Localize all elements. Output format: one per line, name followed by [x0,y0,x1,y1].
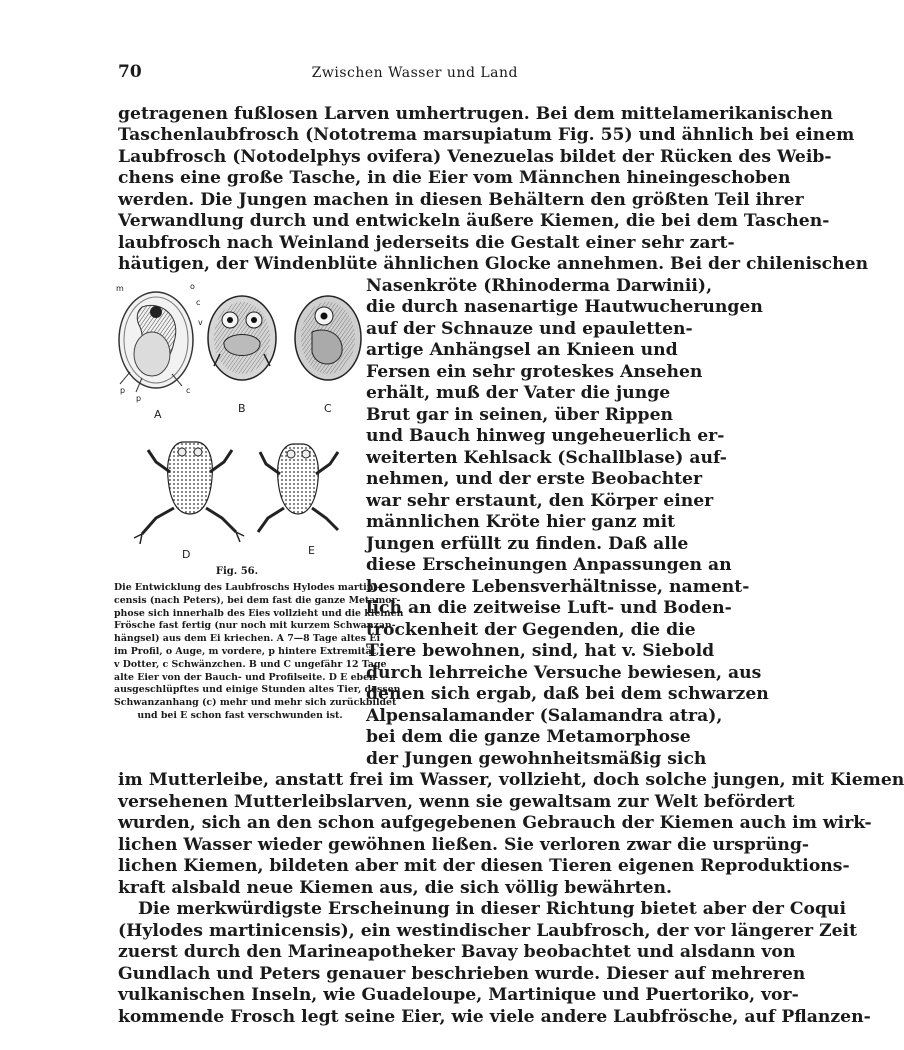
caption-line: im Profil, o Auge, m vordere, p hintere Extremität, [114,645,380,657]
body-line: chens eine große Tasche, in die Eier vom Männchen hineingeschoben [118,168,791,188]
body-line: Verwandlung durch und entwickeln äußere Kiemen, die bei dem Taschen- [118,211,830,231]
body-line: durch lehrreiche Versuche bewiesen, aus [366,663,762,683]
body-line: vulkanischen Inseln, wie Guadeloupe, Martinique und Puertoriko, vor- [118,985,799,1005]
frog-e-illustration [258,444,338,532]
body-line: Alpensalamander (Salamandra atra), [366,706,723,726]
annotation-letter: c [196,298,201,307]
annotation-letter: c [186,386,191,395]
caption-line: Die Entwicklung des Laubfroschs Hylodes martini- [114,582,382,593]
caption-line: Schwanzanhang (c) mehr und mehr sich zurückbildet [114,697,397,709]
frog-d-illustration [134,442,244,544]
body-line: (Hylodes martinicensis), ein westindischer Laubfrosch, der vor längerer Zeit [118,921,858,941]
body-line: Fersen ein sehr groteskes Ansehen [366,362,703,382]
caption-line: v Dotter, c Schwänzchen. B und C ungefähr 12 Tage [114,658,387,670]
body-line: kraft alsbald neue Kiemen aus, die sich völlig bewährten. [118,878,673,898]
figure-panel-label-e: E [308,544,315,557]
caption-line: alte Eier von der Bauch- und Profilseite. D E eben [114,671,376,683]
body-line: denen sich ergab, daß bei dem schwarzen [366,684,769,704]
body-line: kommende Frosch legt seine Eier, wie viele andere Laubfrösche, auf Pflanzen- [118,1007,871,1027]
body-line: Die merkwürdigste Erscheinung in dieser Richtung bietet aber der Coqui [138,899,847,919]
annotation-letter: p [136,394,142,403]
body-line: Laubfrosch (Notodelphys ovifera) Venezuelas bildet der Rücken des Weib- [118,147,832,167]
body-line: Taschenlaubfrosch (Nototrema marsupiatum Fig. 55) und ähnlich bei einem [118,125,855,145]
body-line: weiterten Kehlsack (Schallblase) auf- [366,448,727,468]
body-line: männlichen Kröte hier ganz mit [366,512,676,532]
body-line: häutigen, der Windenblüte ähnlichen Glocke annehmen. Bei der chilenischen [118,254,869,274]
body-line: Brut gar in seinen, über Rippen [366,405,674,425]
annotation-letter: p [120,386,126,395]
body-line: versehenen Mutterleibslarven, wenn sie gewaltsam zur Welt befördert [118,792,795,812]
annotation-letter: v [198,318,203,327]
caption-line: und bei E schon fast verschwunden ist. [137,709,343,721]
figure-title: Fig. 56. [215,566,259,577]
body-line: diese Erscheinungen Anpassungen an [366,555,732,575]
body-line: und Bauch hinweg ungeheuerlich er- [366,426,725,446]
body-line: artige Anhängsel an Knieen und [366,340,678,360]
caption-line: ausgeschlüpftes und einige Stunden altes Tier, dessen [114,684,401,696]
page-number: 70 [118,62,142,82]
body-line: besondere Lebensverhältnisse, nament- [366,577,750,597]
running-head-title: Zwischen Wasser und Land [311,65,518,81]
body-line: getragenen fußlosen Larven umhertrugen. Bei dem mittelamerikanischen [118,104,833,124]
body-line: lichen Wasser wieder gewöhnen ließen. Sie verloren zwar die ursprüng- [118,835,809,855]
body-line: Gundlach und Peters genauer beschrieben wurde. Dieser auf mehreren [118,964,806,984]
body-line: der Jungen gewohnheitsmäßig sich [366,749,707,769]
caption-line: phose sich innerhalb des Eies vollzieht und die kleinen [114,607,404,619]
running-head [118,62,668,82]
caption-line: Frösche fast fertig (nur noch mit kurzem Schwanzan- [114,620,396,632]
figure-caption [114,582,404,723]
body-line: war sehr erstaunt, den Körper einer [366,491,714,511]
body-line: zuerst durch den Marineapotheker Bavay beobachtet und alsdann von [118,942,796,962]
body-line: nehmen, und der erste Beobachter [366,469,702,489]
body-line: lichen Kiemen, bildeten aber mit der diesen Tieren eigenen Reproduktions- [118,856,850,876]
body-line: bei dem die ganze Metamorphose [366,727,691,747]
body-line: auf der Schnauze und epauletten- [366,319,693,339]
body-line: laubfrosch nach Weinland jederseits die Gestalt einer sehr zart- [118,233,735,253]
figure-engraving [112,282,362,572]
body-line: die durch nasenartige Hautwucherungen [366,297,763,317]
egg-b-illustration [208,296,276,380]
figure-panel-label-a: A [154,408,162,421]
annotation-letter: m [116,284,124,293]
annotation-letter: o [190,282,195,291]
body-line: Jungen erfüllt zu finden. Daß alle [366,534,689,554]
body-line: Nasenkröte (Rhinoderma Darwinii), [366,276,713,296]
figure-panel-label-d: D [182,548,191,561]
body-line: lich an die zeitweise Luft- und Boden- [366,598,732,618]
body-line: werden. Die Jungen machen in diesen Behältern den größten Teil ihrer [118,190,804,210]
body-line: im Mutterleibe, anstatt frei im Wasser, vollzieht, doch solche jungen, mit Kiemen [118,770,904,790]
egg-c-illustration [295,296,361,380]
figure-panel-label-c: C [324,402,332,415]
body-line: Tiere bewohnen, sind, hat v. Siebold [366,641,715,661]
figure-panel-label-b: B [238,402,246,415]
egg-a-illustration [119,292,193,392]
body-line: erhält, muß der Vater die junge [366,383,671,403]
body-line: wurden, sich an den schon aufgegebenen Gebrauch der Kiemen auch im wirk- [118,813,872,833]
body-line: trockenheit der Gegenden, die die [366,620,696,640]
caption-line: censis (nach Peters), bei dem fast die ganze Metamor- [114,594,401,606]
caption-line: hängsel) aus dem Ei kriechen. A 7—8 Tage altes Ei [114,633,381,645]
